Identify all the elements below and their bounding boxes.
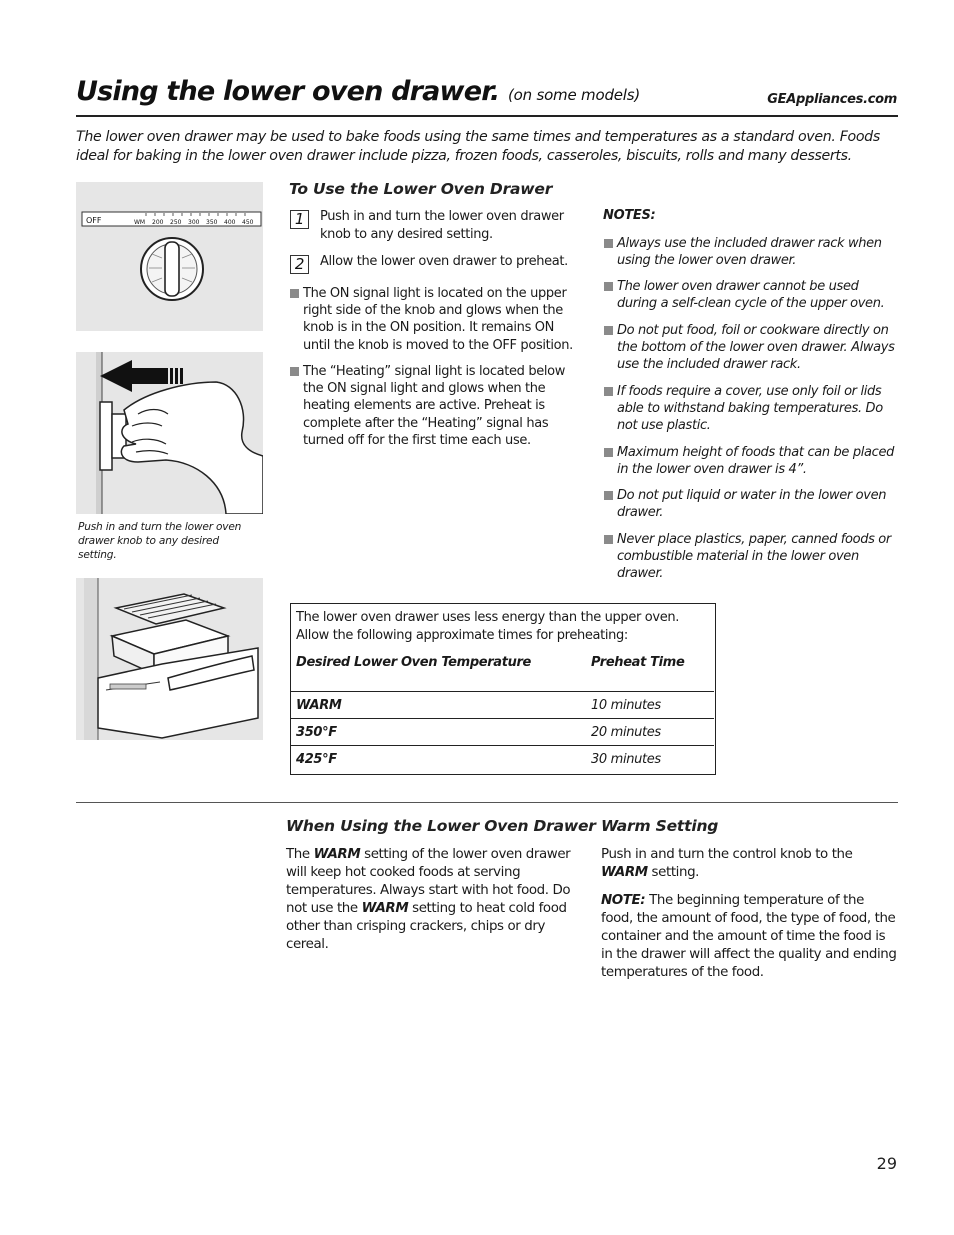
bullet-square-icon (290, 367, 299, 376)
knob-illustration (76, 182, 263, 331)
warm-emphasis: WARM (601, 865, 648, 880)
title-rule (76, 115, 898, 117)
note-item (604, 531, 898, 583)
header-desired-temperature: Desired Lower Oven Temperature (296, 655, 532, 670)
scale-temp-350: 350 (206, 219, 218, 226)
note-text: Always use the included drawer rack when using the lower oven drawer. (617, 236, 882, 269)
table-row (291, 745, 714, 772)
drawer-drawing (76, 578, 263, 740)
header-preheat-time: Preheat Time (591, 655, 685, 670)
intro-paragraph: The lower oven drawer may be used to bake foods using the same times and temperatures as a standard oven. Foods ideal for baking in the lower oven drawer include pizza, frozen foods, casseroles, biscuits, rolls and many desserts. (76, 129, 880, 164)
row-time: 10 minutes (591, 698, 661, 713)
table-row (291, 718, 714, 745)
note-text: The lower oven drawer cannot be used during a self-clean cycle of the upper oven. (617, 279, 885, 312)
warm-emphasis: WARM (313, 847, 361, 862)
scale-temp-450: 450 (242, 219, 254, 226)
step-1 (290, 208, 580, 243)
figure-caption: Push in and turn the lower oven drawer knob to any desired setting. (78, 521, 242, 561)
hand-drawing (76, 352, 263, 514)
scale-temp-400: 400 (224, 219, 236, 226)
step-text: Allow the lower oven drawer to preheat. (320, 254, 568, 269)
row-temperature: 350°F (296, 725, 337, 740)
bullet-square-icon (604, 326, 613, 335)
note-item (604, 278, 898, 312)
note-text: Maximum height of foods that can be placed in the lower oven drawer is 4”. (617, 445, 894, 478)
warm-setting-instruction (601, 846, 899, 882)
text-run: setting. (647, 865, 700, 880)
bullet-text: The ON signal light is located on the upper right side of the knob and glows when the knob is in the ON position. It remains ON until the knob is moved to the OFF position. (303, 286, 573, 353)
bullet-on-signal (290, 285, 584, 354)
bullet-square-icon (604, 282, 613, 291)
bullet-square-icon (604, 387, 613, 396)
bullet-square-icon (604, 448, 613, 457)
text-run: The beginning temperature of the food, the amount of food, the type of food, the container and the amount of time the food is in the drawer will affect the quality and ending temperatures of the food. (601, 893, 897, 980)
preheat-table-intro: The lower oven drawer uses less energy than the upper oven. Allow the following approximate times for preheating: (296, 610, 680, 643)
scale-wm-label: WM (134, 219, 146, 226)
step-number: 2 (290, 255, 309, 274)
row-time: 30 minutes (591, 752, 661, 767)
page-title-text: Using the lower oven drawer. (76, 76, 500, 107)
warm-emphasis: WARM (361, 901, 409, 916)
note-item (604, 383, 898, 435)
scale-temp-250: 250 (170, 219, 182, 226)
bullet-text: The “Heating” signal light is located below the ON signal light and glows when the heating elements are active. Preheat is complete after the “Heating” signal has turned off for the first time each use. (303, 364, 566, 448)
knob-drawing (76, 182, 263, 331)
bullet-square-icon (604, 535, 613, 544)
step-2 (290, 253, 580, 271)
step-number: 1 (290, 210, 309, 229)
preheat-table (290, 603, 716, 775)
note-item (604, 235, 898, 269)
section-title-use-drawer: To Use the Lower Oven Drawer (289, 180, 553, 198)
bullet-heating-signal (290, 363, 584, 449)
text-run: Push in and turn the control knob to the (601, 847, 853, 862)
scale-off-label: OFF (86, 216, 102, 225)
text-run: setting of the lower oven drawer will keep hot cooked foods at serving temperatures. Always start with hot food. Do not use the (286, 847, 571, 916)
table-row (291, 691, 714, 718)
scale-temp-200: 200 (152, 219, 164, 226)
bullet-square-icon (604, 239, 613, 248)
bullet-square-icon (604, 491, 613, 500)
note-text: If foods require a cover, use only foil or lids able to withstand baking temperatures. Do not use plastic. (617, 384, 883, 434)
page-title (76, 76, 640, 107)
page-subtitle: (on some models) (507, 86, 641, 104)
note-text: Do not put liquid or water in the lower oven drawer. (617, 488, 887, 521)
row-temperature: 425°F (296, 752, 337, 767)
text-run: The (286, 847, 314, 862)
drawer-illustration (76, 578, 263, 740)
warm-setting-description (286, 846, 578, 954)
section-title-warm-setting: When Using the Lower Oven Drawer Warm Setting (286, 817, 719, 835)
site-url: GEAppliances.com (767, 92, 897, 107)
text-run: setting to heat cold food other than crisping crackers, chips or dry cereal. (286, 901, 567, 952)
row-time: 20 minutes (591, 725, 661, 740)
note-item (604, 487, 898, 521)
warm-setting-note (601, 892, 899, 982)
note-label: NOTE: (601, 893, 646, 908)
note-text: Do not put food, foil or cookware directly on the bottom of the lower oven drawer. Always use the included drawer rack. (617, 323, 895, 373)
section-divider (76, 802, 898, 803)
page-number: 29 (876, 1154, 897, 1173)
step-text: Push in and turn the lower oven drawer knob to any desired setting. (320, 209, 564, 242)
note-text: Never place plastics, paper, canned foods or combustible material in the lower oven drawer. (617, 532, 891, 582)
row-temperature: WARM (296, 698, 342, 713)
bullet-square-icon (290, 289, 299, 298)
scale-temp-300: 300 (188, 219, 200, 226)
notes-heading: NOTES: (603, 208, 656, 223)
hand-turning-knob-illustration (76, 352, 263, 514)
note-item (604, 322, 898, 374)
note-item (604, 444, 898, 478)
